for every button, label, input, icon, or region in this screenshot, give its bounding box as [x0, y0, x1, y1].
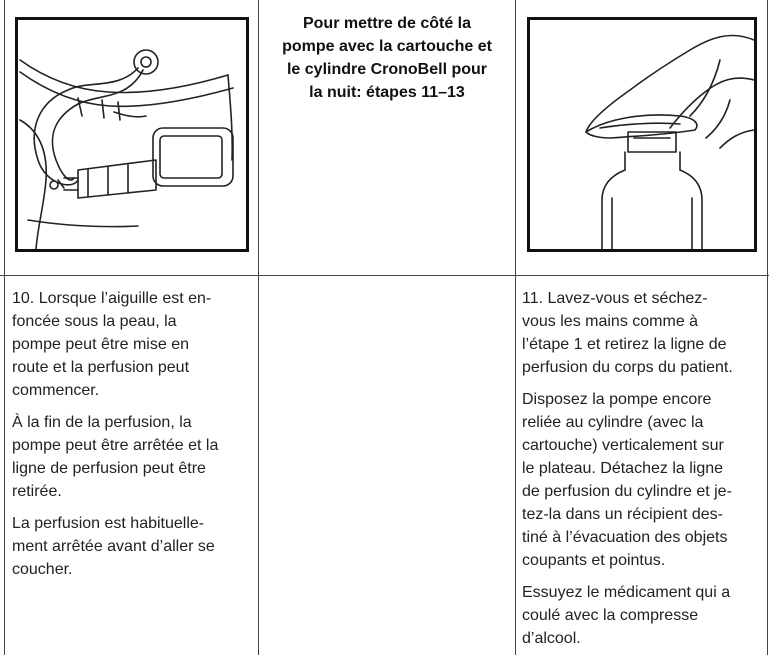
- step-11-paragraph-3: [522, 581, 766, 650]
- step-11-text: [522, 287, 766, 659]
- section-heading: [259, 12, 515, 104]
- text-line: pompe peut être arrêtée et la: [12, 437, 219, 454]
- text-line: À la fin de la perfusion, la: [12, 414, 192, 431]
- text-line: cartouche) verticalement sur: [522, 437, 724, 454]
- step-11-paragraph-1: [522, 287, 766, 379]
- text-line: tiné à l’évacuation des objets: [522, 529, 728, 546]
- text-line: Disposez la pompe encore: [522, 391, 712, 408]
- step-11-paragraph-2: [522, 388, 766, 572]
- text-line: commencer.: [12, 382, 100, 399]
- text-line: ment arrêtée avant d’aller se: [12, 538, 215, 555]
- text-line: le plateau. Détachez la ligne: [522, 460, 724, 477]
- text-line: La perfusion est habituelle-: [12, 515, 205, 532]
- text-line: Essuyez le médicament qui a: [522, 584, 731, 601]
- step-10-paragraph-2: [12, 411, 252, 503]
- step-10-paragraph-1: [12, 287, 252, 402]
- step-10-paragraph-3: [12, 512, 252, 581]
- text-line: route et la perfusion peut: [12, 359, 190, 376]
- text-line: l’étape 1 et retirez la ligne de: [522, 336, 727, 353]
- wiping-vial-illustration: [527, 17, 757, 252]
- heading-line-2: pompe avec la cartouche et: [282, 38, 492, 55]
- step-10-text: [12, 287, 252, 590]
- text-line: pompe peut être mise en: [12, 336, 189, 353]
- pump-on-body-drawing: [18, 20, 246, 249]
- text-line: d’alcool.: [522, 630, 581, 647]
- text-line: ligne de perfusion peut être: [12, 460, 206, 477]
- text-line: perfusion du corps du patient.: [522, 359, 733, 376]
- text-line: de perfusion du cylindre et je-: [522, 483, 732, 500]
- wiping-vial-drawing: [530, 20, 754, 249]
- text-line: retirée.: [12, 483, 62, 500]
- text-line: coupants et pointus.: [522, 552, 666, 569]
- text-line: coulé avec la compresse: [522, 607, 699, 624]
- text-line: coucher.: [12, 561, 73, 578]
- text-line: vous les mains comme à: [522, 313, 699, 330]
- heading-line-4: la nuit: étapes 11–13: [309, 84, 465, 101]
- table-row-divider: [0, 275, 769, 276]
- table-border-left: [4, 0, 5, 655]
- text-line: foncée sous la peau, la: [12, 313, 177, 330]
- text-line: 11. Lavez-vous et séchez-: [522, 290, 708, 307]
- heading-line-1: Pour mettre de côté la: [302, 15, 472, 32]
- pump-on-body-illustration: [15, 17, 249, 252]
- table-divider-2: [515, 0, 516, 655]
- table-border-right: [767, 0, 768, 655]
- text-line: 10. Lorsque l’aiguille est en-: [12, 290, 212, 307]
- text-line: tez-la dans un récipient des-: [522, 506, 723, 523]
- heading-line-3: le cylindre CronoBell pour: [286, 61, 488, 78]
- text-line: reliée au cylindre (avec la: [522, 414, 704, 431]
